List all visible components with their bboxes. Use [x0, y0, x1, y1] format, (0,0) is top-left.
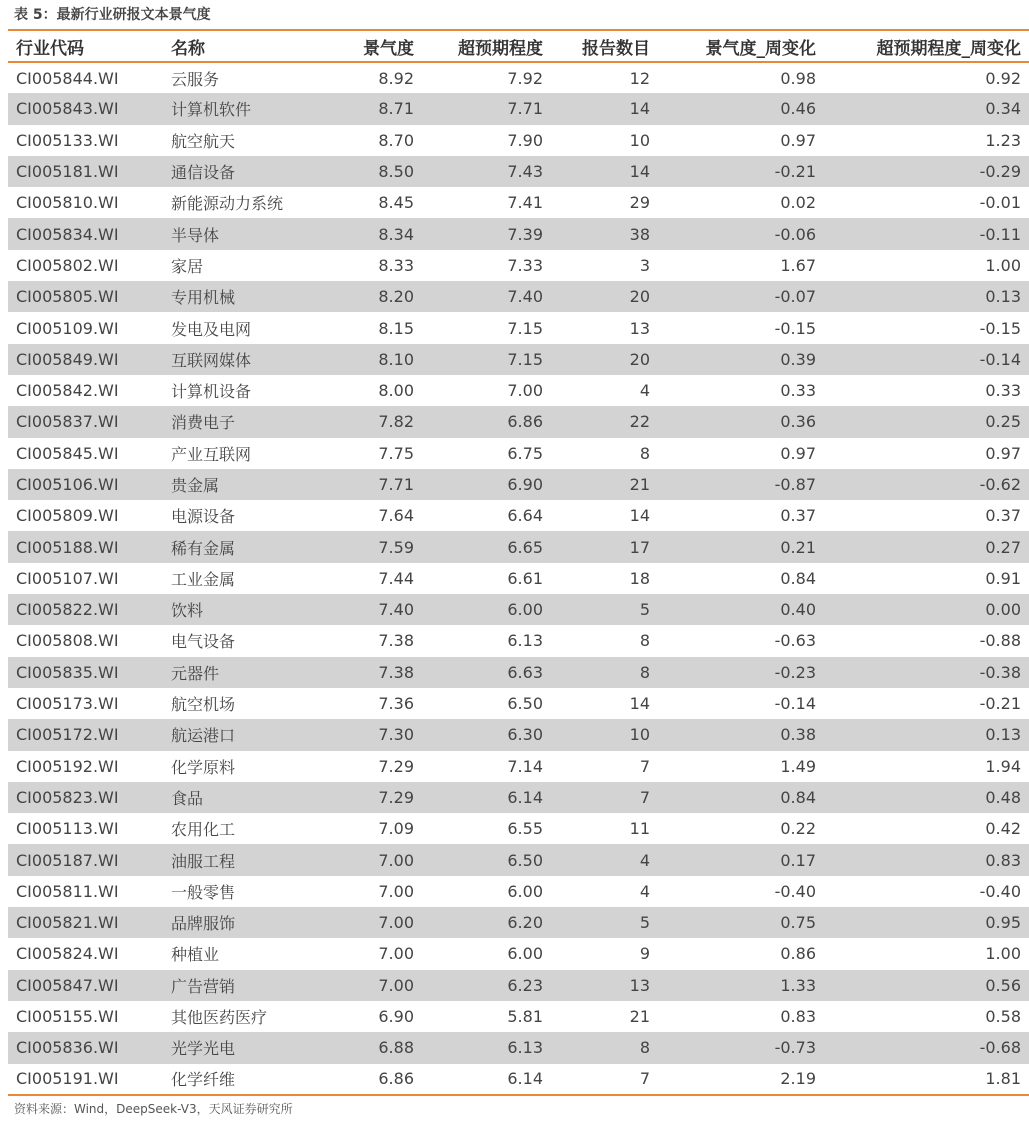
table-row [8, 782, 1029, 813]
table-row [8, 1032, 1029, 1063]
cell-surprise-weekly-change: 1.00 [985, 944, 1021, 964]
cell-surprise-weekly-change: 1.81 [985, 1069, 1021, 1089]
cell-surprise: 7.92 [507, 68, 543, 88]
cell-name: 互联网媒体 [171, 350, 252, 370]
table-row [8, 312, 1029, 343]
cell-sentiment: 7.29 [378, 787, 414, 807]
table-row [8, 187, 1029, 218]
cell-surprise: 6.14 [507, 1069, 543, 1089]
cell-surprise-weekly-change: -0.15 [979, 318, 1021, 338]
cell-surprise: 6.55 [507, 819, 543, 839]
table-row [8, 876, 1029, 907]
cell-report-count: 3 [639, 255, 650, 275]
header-row [8, 30, 1029, 62]
cell-sentiment-weekly-change: 0.33 [780, 381, 816, 401]
cell-sentiment: 7.29 [378, 756, 414, 776]
cell-sentiment-weekly-change: 0.22 [780, 819, 816, 839]
cell-name: 食品 [171, 788, 204, 808]
cell-report-count: 10 [629, 130, 650, 150]
cell-name: 计算机软件 [171, 100, 252, 120]
cell-sentiment-weekly-change: -0.63 [774, 631, 816, 651]
cell-surprise-weekly-change: -0.68 [979, 1038, 1021, 1058]
cell-name: 电源设备 [171, 507, 236, 527]
cell-surprise: 6.61 [507, 568, 543, 588]
cell-sentiment: 7.38 [378, 631, 414, 651]
table-row [8, 500, 1029, 531]
header-industry-code: 行业代码 [16, 38, 84, 59]
cell-sentiment-weekly-change: 0.46 [780, 99, 816, 119]
cell-surprise: 6.13 [507, 631, 543, 651]
cell-industry-code: CI005824.WI [16, 944, 119, 964]
cell-industry-code: CI005811.WI [16, 881, 119, 901]
cell-sentiment: 7.75 [378, 443, 414, 463]
cell-industry-code: CI005808.WI [16, 631, 119, 651]
table-row [8, 563, 1029, 594]
cell-surprise: 7.40 [507, 287, 543, 307]
table-row [8, 938, 1029, 969]
header-sentiment-weekly-change: 景气度_周变化 [705, 38, 816, 59]
cell-sentiment: 8.15 [378, 318, 414, 338]
cell-industry-code: CI005113.WI [16, 819, 119, 839]
cell-sentiment: 8.70 [378, 130, 414, 150]
table-row [8, 813, 1029, 844]
cell-report-count: 7 [639, 756, 650, 776]
cell-surprise: 6.86 [507, 412, 543, 432]
cell-sentiment-weekly-change: 0.84 [780, 787, 816, 807]
cell-report-count: 10 [629, 725, 650, 745]
cell-surprise: 6.90 [507, 475, 543, 494]
cell-surprise-weekly-change: 0.13 [985, 287, 1021, 307]
cell-industry-code: CI005822.WI [16, 600, 119, 620]
cell-sentiment: 8.34 [378, 224, 414, 244]
cell-report-count: 14 [629, 162, 650, 182]
cell-sentiment-weekly-change: 0.40 [780, 600, 816, 620]
cell-industry-code: CI005837.WI [16, 412, 119, 432]
cell-sentiment-weekly-change: 0.75 [780, 913, 816, 933]
cell-sentiment-weekly-change: 1.33 [780, 975, 816, 995]
cell-surprise-weekly-change: 0.34 [985, 99, 1021, 119]
cell-name: 种植业 [171, 945, 220, 965]
cell-sentiment: 7.00 [378, 975, 414, 995]
table-row [8, 406, 1029, 437]
cell-surprise-weekly-change: 0.00 [985, 600, 1021, 620]
cell-name: 饮料 [171, 601, 204, 621]
cell-surprise: 7.90 [507, 130, 543, 150]
header-surprise: 超预期程度 [458, 38, 543, 59]
cell-industry-code: CI005810.WI [16, 193, 119, 213]
table-row [8, 281, 1029, 312]
cell-sentiment: 7.30 [378, 725, 414, 745]
cell-sentiment: 8.45 [378, 193, 414, 213]
cell-sentiment-weekly-change: 1.67 [780, 255, 816, 275]
cell-name: 航空机场 [171, 695, 236, 715]
cell-surprise: 5.81 [507, 1007, 543, 1027]
header-surprise-weekly-change: 超预期程度_周变化 [876, 38, 1021, 59]
cell-name: 元器件 [171, 663, 220, 683]
cell-report-count: 14 [629, 694, 650, 714]
cell-sentiment-weekly-change: 1.49 [780, 756, 816, 776]
cell-report-count: 4 [639, 850, 650, 870]
cell-sentiment-weekly-change: 0.98 [780, 68, 816, 88]
cell-name: 计算机设备 [171, 382, 252, 402]
cell-industry-code: CI005849.WI [16, 349, 119, 369]
cell-report-count: 4 [639, 381, 650, 401]
cell-sentiment-weekly-change: -0.21 [774, 162, 816, 182]
cell-sentiment: 6.88 [378, 1038, 414, 1058]
cell-surprise: 6.50 [507, 850, 543, 870]
cell-industry-code: CI005107.WI [16, 568, 119, 588]
cell-report-count: 29 [629, 193, 650, 213]
table-row [8, 594, 1029, 625]
cell-sentiment-weekly-change: 0.02 [780, 193, 816, 213]
cell-industry-code: CI005187.WI [16, 850, 119, 870]
cell-sentiment: 7.38 [378, 662, 414, 682]
cell-surprise: 6.00 [507, 600, 543, 620]
cell-report-count: 4 [639, 881, 650, 901]
cell-surprise-weekly-change: 0.48 [985, 787, 1021, 807]
cell-surprise-weekly-change: 0.58 [985, 1007, 1021, 1027]
cell-industry-code: CI005802.WI [16, 255, 119, 275]
cell-industry-code: CI005192.WI [16, 756, 119, 776]
cell-sentiment: 7.09 [378, 819, 414, 839]
cell-industry-code: CI005188.WI [16, 537, 119, 557]
cell-surprise-weekly-change: 0.95 [985, 913, 1021, 933]
cell-sentiment-weekly-change: -0.06 [774, 224, 816, 244]
cell-sentiment-weekly-change: 2.19 [780, 1069, 816, 1089]
cell-report-count: 14 [629, 99, 650, 119]
cell-name: 航运港口 [171, 726, 236, 746]
cell-surprise-weekly-change: -0.01 [979, 193, 1021, 213]
cell-sentiment-weekly-change: 0.86 [780, 944, 816, 964]
cell-report-count: 21 [629, 475, 650, 494]
cell-report-count: 12 [629, 68, 650, 88]
cell-sentiment-weekly-change: 0.83 [780, 1007, 816, 1027]
cell-sentiment: 7.59 [378, 537, 414, 557]
cell-sentiment-weekly-change: 0.21 [780, 537, 816, 557]
cell-surprise: 6.14 [507, 787, 543, 807]
cell-surprise-weekly-change: -0.62 [979, 475, 1021, 494]
cell-name: 光学光电 [171, 1039, 236, 1059]
cell-sentiment: 7.00 [378, 850, 414, 870]
table-row [8, 751, 1029, 782]
cell-report-count: 21 [629, 1007, 650, 1027]
table-header [8, 30, 1029, 62]
cell-report-count: 5 [639, 600, 650, 620]
cell-surprise-weekly-change: 0.97 [985, 443, 1021, 463]
cell-name: 航空航天 [171, 131, 236, 151]
cell-report-count: 13 [629, 975, 650, 995]
table-row [8, 344, 1029, 375]
cell-surprise-weekly-change: 0.27 [985, 537, 1021, 557]
table-row [8, 657, 1029, 688]
cell-name: 工业金属 [171, 569, 236, 589]
cell-sentiment: 7.00 [378, 913, 414, 933]
cell-sentiment-weekly-change: 0.39 [780, 349, 816, 369]
cell-name: 通信设备 [171, 163, 236, 183]
cell-industry-code: CI005847.WI [16, 975, 119, 995]
cell-surprise: 6.64 [507, 506, 543, 526]
table-row [8, 125, 1029, 156]
cell-surprise-weekly-change: 0.83 [985, 850, 1021, 870]
cell-industry-code: CI005181.WI [16, 162, 119, 182]
table-row [8, 156, 1029, 187]
cell-report-count: 11 [629, 819, 650, 839]
cell-surprise: 7.41 [507, 193, 543, 213]
cell-report-count: 18 [629, 568, 650, 588]
table-row [8, 250, 1029, 281]
cell-name: 发电及电网 [171, 319, 252, 339]
cell-sentiment: 7.64 [378, 506, 414, 526]
cell-name: 广告营销 [171, 976, 236, 996]
cell-surprise: 6.00 [507, 881, 543, 901]
cell-industry-code: CI005836.WI [16, 1038, 119, 1058]
cell-report-count: 22 [629, 412, 650, 432]
cell-surprise-weekly-change: 0.91 [985, 568, 1021, 588]
cell-name: 稀有金属 [171, 538, 236, 558]
cell-sentiment-weekly-change: -0.14 [774, 694, 816, 714]
cell-name: 消费电子 [171, 413, 236, 433]
cell-surprise-weekly-change: 0.37 [985, 506, 1021, 526]
cell-name: 油服工程 [171, 851, 236, 871]
cell-surprise: 6.30 [507, 725, 543, 745]
cell-name: 一般零售 [171, 882, 236, 902]
table-row [8, 625, 1029, 656]
header-sentiment: 景气度 [363, 38, 414, 59]
cell-surprise-weekly-change: -0.14 [979, 349, 1021, 369]
table-row [8, 375, 1029, 406]
cell-industry-code: CI005844.WI [16, 68, 119, 88]
cell-sentiment-weekly-change: -0.07 [774, 287, 816, 307]
cell-industry-code: CI005191.WI [16, 1069, 119, 1089]
cell-sentiment-weekly-change: 0.38 [780, 725, 816, 745]
cell-industry-code: CI005843.WI [16, 99, 119, 119]
cell-surprise-weekly-change: 1.00 [985, 255, 1021, 275]
cell-industry-code: CI005835.WI [16, 662, 119, 682]
cell-sentiment: 7.00 [378, 881, 414, 901]
cell-sentiment-weekly-change: -0.40 [774, 881, 816, 901]
cell-sentiment: 7.40 [378, 600, 414, 620]
cell-industry-code: CI005133.WI [16, 130, 119, 150]
cell-sentiment-weekly-change: -0.23 [774, 662, 816, 682]
cell-industry-code: CI005805.WI [16, 287, 119, 307]
cell-report-count: 8 [639, 443, 650, 463]
cell-sentiment: 8.50 [378, 162, 414, 182]
cell-industry-code: CI005821.WI [16, 913, 119, 933]
cell-sentiment-weekly-change: 0.84 [780, 568, 816, 588]
table-row [8, 970, 1029, 1001]
cell-sentiment: 7.36 [378, 694, 414, 714]
cell-surprise-weekly-change: -0.21 [979, 694, 1021, 714]
cell-name: 半导体 [171, 225, 220, 245]
cell-surprise-weekly-change: -0.11 [979, 224, 1021, 244]
cell-surprise: 7.15 [507, 318, 543, 338]
cell-name: 其他医药医疗 [171, 1008, 268, 1028]
cell-sentiment: 7.71 [378, 475, 414, 494]
table-caption: 表 5：最新行业研报文本景气度 [14, 7, 211, 23]
cell-surprise: 7.00 [507, 381, 543, 401]
table-container [8, 29, 1021, 1096]
cell-sentiment: 7.00 [378, 944, 414, 964]
cell-sentiment: 8.20 [378, 287, 414, 307]
cell-name: 农用化工 [171, 820, 236, 840]
cell-name: 产业互联网 [171, 444, 252, 464]
cell-surprise-weekly-change: 1.23 [985, 130, 1021, 150]
cell-surprise: 6.75 [507, 443, 543, 463]
cell-sentiment-weekly-change: 0.36 [780, 412, 816, 432]
cell-report-count: 8 [639, 1038, 650, 1058]
cell-sentiment: 8.33 [378, 255, 414, 275]
table-row [8, 93, 1029, 124]
cell-name: 贵金属 [171, 476, 220, 495]
cell-report-count: 20 [629, 349, 650, 369]
cell-report-count: 8 [639, 631, 650, 651]
cell-sentiment-weekly-change: 0.17 [780, 850, 816, 870]
cell-surprise: 6.50 [507, 694, 543, 714]
cell-sentiment: 7.44 [378, 568, 414, 588]
header-report-count: 报告数目 [582, 38, 650, 59]
cell-surprise: 7.43 [507, 162, 543, 182]
cell-surprise: 6.00 [507, 944, 543, 964]
table-row [8, 218, 1029, 249]
cell-surprise: 6.23 [507, 975, 543, 995]
cell-surprise: 7.39 [507, 224, 543, 244]
cell-surprise-weekly-change: 0.56 [985, 975, 1021, 995]
cell-surprise: 7.33 [507, 255, 543, 275]
cell-name: 专用机械 [171, 288, 236, 308]
cell-surprise-weekly-change: -0.40 [979, 881, 1021, 901]
cell-report-count: 20 [629, 287, 650, 307]
cell-sentiment: 7.82 [378, 412, 414, 432]
cell-sentiment-weekly-change: 0.37 [780, 506, 816, 526]
cell-name: 家居 [171, 256, 204, 276]
cell-sentiment: 6.90 [378, 1007, 414, 1027]
cell-name: 云服务 [171, 69, 220, 89]
cell-surprise-weekly-change: 0.92 [985, 68, 1021, 88]
cell-industry-code: CI005109.WI [16, 318, 119, 338]
cell-surprise: 7.15 [507, 349, 543, 369]
cell-surprise-weekly-change: 1.94 [985, 756, 1021, 776]
cell-report-count: 8 [639, 662, 650, 682]
cell-report-count: 5 [639, 913, 650, 933]
table-row [8, 62, 1029, 93]
cell-industry-code: CI005172.WI [16, 725, 119, 745]
cell-report-count: 7 [639, 1069, 650, 1089]
cell-surprise: 7.71 [507, 99, 543, 119]
cell-industry-code: CI005845.WI [16, 443, 119, 463]
cell-surprise: 6.20 [507, 913, 543, 933]
cell-sentiment: 6.86 [378, 1069, 414, 1089]
table-row [8, 469, 1029, 500]
table-row [8, 1064, 1029, 1095]
cell-name: 化学原料 [171, 757, 236, 777]
cell-sentiment-weekly-change: 0.97 [780, 130, 816, 150]
cell-report-count: 7 [639, 787, 650, 807]
cell-sentiment-weekly-change: -0.15 [774, 318, 816, 338]
cell-surprise-weekly-change: 0.13 [985, 725, 1021, 745]
cell-name: 新能源动力系统 [171, 194, 284, 214]
source-note: 资料来源：Wind，DeepSeek-V3，天风证券研究所 [14, 1102, 293, 1116]
cell-sentiment-weekly-change: -0.73 [774, 1038, 816, 1058]
cell-sentiment: 8.00 [378, 381, 414, 401]
cell-surprise-weekly-change: 0.42 [985, 819, 1021, 839]
cell-surprise-weekly-change: 0.25 [985, 412, 1021, 432]
cell-report-count: 38 [629, 224, 650, 244]
header-name: 名称 [171, 38, 205, 59]
cell-industry-code: CI005106.WI [16, 475, 119, 494]
cell-sentiment-weekly-change: 0.97 [780, 443, 816, 463]
cell-surprise-weekly-change: 0.33 [985, 381, 1021, 401]
table-body [8, 62, 1029, 1095]
cell-name: 品牌服饰 [171, 914, 236, 934]
table-row [8, 719, 1029, 750]
cell-report-count: 9 [639, 944, 650, 964]
cell-surprise-weekly-change: -0.29 [979, 162, 1021, 182]
cell-industry-code: CI005842.WI [16, 381, 119, 401]
cell-industry-code: CI005173.WI [16, 694, 119, 714]
cell-sentiment: 8.10 [378, 349, 414, 369]
table-row [8, 531, 1029, 562]
table-row [8, 844, 1029, 875]
cell-report-count: 14 [629, 506, 650, 526]
cell-industry-code: CI005834.WI [16, 224, 119, 244]
cell-report-count: 13 [629, 318, 650, 338]
cell-sentiment: 8.71 [378, 99, 414, 119]
cell-surprise: 7.14 [507, 756, 543, 776]
table-row [8, 907, 1029, 938]
cell-industry-code: CI005809.WI [16, 506, 119, 526]
cell-surprise: 6.65 [507, 537, 543, 557]
cell-report-count: 17 [629, 537, 650, 557]
cell-surprise-weekly-change: -0.88 [979, 631, 1021, 651]
cell-name: 化学纤维 [171, 1070, 236, 1090]
table-row [8, 438, 1029, 469]
cell-industry-code: CI005155.WI [16, 1007, 119, 1027]
table-row [8, 1001, 1029, 1032]
table-row [8, 688, 1029, 719]
cell-sentiment: 8.92 [378, 68, 414, 88]
cell-sentiment-weekly-change: -0.87 [774, 475, 816, 494]
cell-surprise: 6.63 [507, 662, 543, 682]
cell-name: 电气设备 [171, 632, 236, 652]
cell-industry-code: CI005823.WI [16, 787, 119, 807]
cell-surprise-weekly-change: -0.38 [979, 662, 1021, 682]
industry-sentiment-table [8, 29, 1029, 1096]
cell-surprise: 6.13 [507, 1038, 543, 1058]
